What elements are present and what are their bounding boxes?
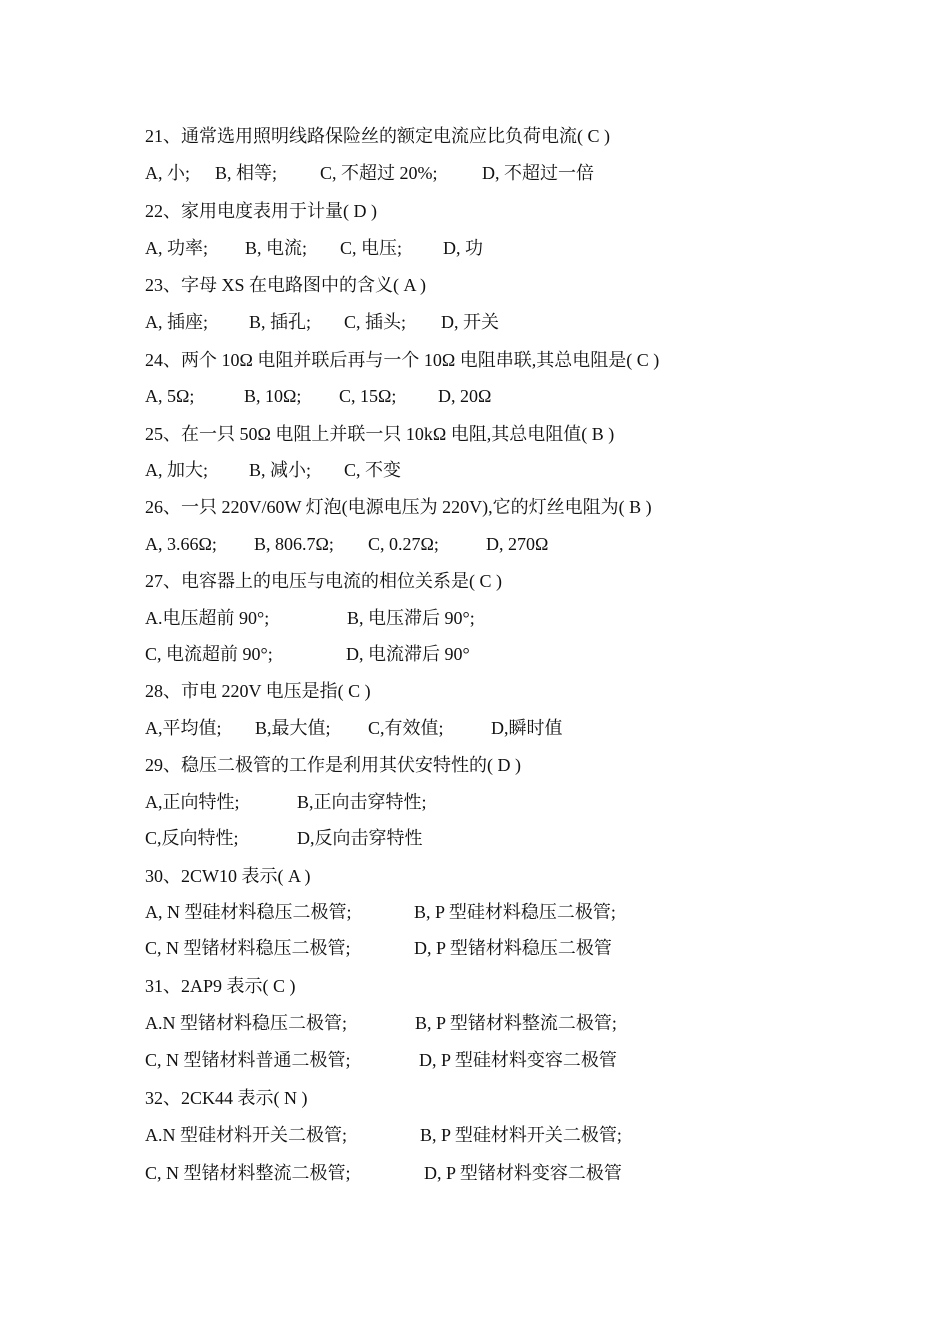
answer-option: C, 0.27Ω;	[368, 534, 439, 554]
answer-option: D, 20Ω	[438, 386, 492, 406]
answer-option: D,反向击穿特性	[297, 828, 423, 848]
answer-option: B, 相等;	[215, 163, 278, 183]
answer-option: A, 5Ω;	[145, 386, 195, 406]
answer-option: A.N 型硅材料开关二极管;	[145, 1125, 347, 1145]
answer-option: A, 插座;	[145, 312, 208, 332]
answer-option: B, 电压滞后 90°;	[347, 608, 475, 628]
answer-option: C, N 型锗材料稳压二极管;	[145, 938, 351, 958]
question-text: 31、2AP9 表示( C )	[145, 976, 296, 996]
answer-option: A.电压超前 90°;	[145, 608, 270, 628]
answer-option: C,有效值;	[368, 718, 444, 738]
answer-option: B, 减小;	[249, 460, 312, 480]
answer-option: A, N 型硅材料稳压二极管;	[145, 902, 352, 922]
answer-option: A, 加大;	[145, 460, 208, 480]
answer-option: B, 插孔;	[249, 312, 312, 332]
answer-option: B, P 型硅材料开关二极管;	[420, 1125, 622, 1145]
answer-option: C,反向特性;	[145, 828, 239, 848]
question-text: 30、2CW10 表示( A )	[145, 866, 311, 886]
answer-option: B, P 型锗材料整流二极管;	[415, 1013, 617, 1033]
question-text: 26、一只 220V/60W 灯泡(电源电压为 220V),它的灯丝电阻为( B )	[145, 497, 652, 517]
question-text: 27、电容器上的电压与电流的相位关系是( C )	[145, 571, 502, 591]
answer-option: C, N 型锗材料普通二极管;	[145, 1050, 351, 1070]
answer-option: D, P 型硅材料变容二极管	[419, 1050, 617, 1070]
answer-option: B, 电流;	[245, 238, 308, 258]
question-text: 25、在一只 50Ω 电阻上并联一只 10kΩ 电阻,其总电阻值( B )	[145, 424, 615, 444]
answer-option: D, P 型锗材料稳压二极管	[414, 938, 612, 958]
question-text: 23、字母 XS 在电路图中的含义( A )	[145, 275, 427, 295]
answer-option: D, 不超过一倍	[482, 163, 594, 183]
answer-option: B,最大值;	[255, 718, 331, 738]
answer-option: A, 功率;	[145, 238, 208, 258]
answer-option: B,正向击穿特性;	[297, 792, 427, 812]
answer-option: D, 开关	[441, 312, 499, 332]
answer-option: A,正向特性;	[145, 792, 240, 812]
answer-option: A.N 型锗材料稳压二极管;	[145, 1013, 347, 1033]
question-text: 28、市电 220V 电压是指( C )	[145, 681, 371, 701]
question-text: 21、通常选用照明线路保险丝的额定电流应比负荷电流( C )	[145, 126, 610, 146]
answer-option: B, P 型硅材料稳压二极管;	[414, 902, 616, 922]
answer-option: C, 电压;	[340, 238, 403, 258]
answer-option: D, 电流滞后 90°	[346, 644, 470, 664]
question-text: 29、稳压二极管的工作是利用其伏安特性的( D )	[145, 755, 521, 775]
answer-option: D, 270Ω	[486, 534, 549, 554]
answer-option: A,平均值;	[145, 718, 222, 738]
answer-option: D, P 型锗材料变容二极管	[424, 1163, 622, 1183]
answer-option: A, 小;	[145, 163, 190, 183]
answer-option: B, 806.7Ω;	[254, 534, 334, 554]
answer-option: C, 15Ω;	[339, 386, 397, 406]
answer-option: C, 不超过 20%;	[320, 163, 438, 183]
answer-option: C, N 型锗材料整流二极管;	[145, 1163, 351, 1183]
answer-option: C, 电流超前 90°;	[145, 644, 273, 664]
question-text: 22、家用电度表用于计量( D )	[145, 201, 377, 221]
answer-option: D,瞬时值	[491, 718, 563, 738]
question-text: 24、两个 10Ω 电阻并联后再与一个 10Ω 电阻串联,其总电阻是( C )	[145, 350, 660, 370]
answer-option: B, 10Ω;	[244, 386, 302, 406]
answer-option: D, 功	[443, 238, 483, 258]
question-text: 32、2CK44 表示( N )	[145, 1088, 308, 1108]
answer-option: C, 插头;	[344, 312, 407, 332]
answer-option: C, 不变	[344, 460, 402, 480]
answer-option: A, 3.66Ω;	[145, 534, 217, 554]
